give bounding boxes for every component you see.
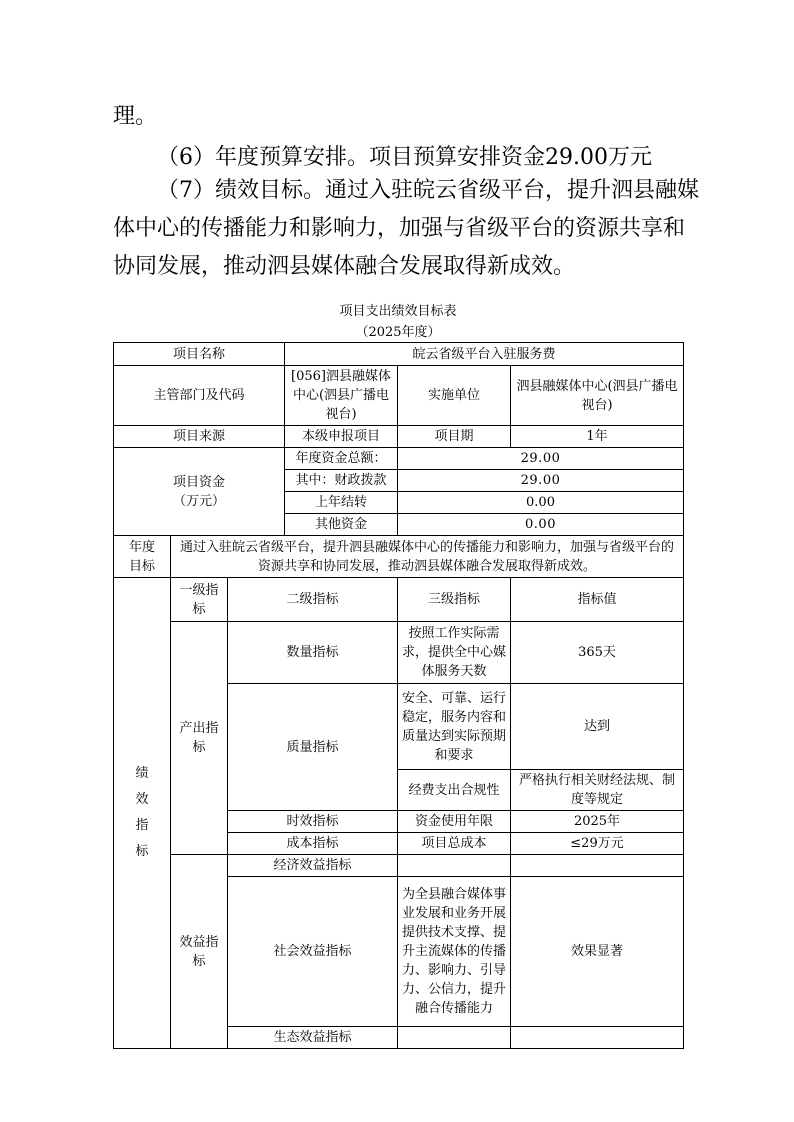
- social-label: 社会效益指标: [228, 877, 398, 1027]
- quantity-l3: 按照工作实际需求，提供全中心媒体服务天数: [398, 622, 511, 684]
- goal-text: 通过入驻皖云省级平台，提升泗县融媒体中心的传播能力和影响力，加强与省级平台的资源共享和协同发展，推动泗县媒体融合发展取得新成效。: [171, 536, 684, 578]
- fund-other-label: 其他资金: [285, 514, 398, 536]
- eco-value: [511, 1027, 684, 1049]
- paragraph-budget: （6）年度预算安排。项目预算安排资金29.00万元: [157, 145, 652, 170]
- performance-table: [113, 342, 684, 1049]
- impl-unit-label: 实施单位: [398, 366, 511, 426]
- goal-label-cell: [114, 536, 171, 578]
- header-level-3: 三级指标: [398, 578, 511, 622]
- table-row: [114, 622, 684, 684]
- table-year: （2025年度）: [355, 325, 441, 340]
- quality-l3a: 安全、可靠、运行稳定，服务内容和质量达到实际预期和要求: [398, 684, 511, 770]
- indicator-char: 标: [135, 844, 149, 859]
- time-l3: 资金使用年限: [398, 811, 511, 833]
- econ-value: [511, 855, 684, 877]
- econ-label: 经济效益指标: [228, 855, 398, 877]
- period-label: 项目期: [398, 426, 511, 448]
- fund-carry-label: 上年结转: [285, 492, 398, 514]
- project-name: 皖云省级平台入驻服务费: [285, 343, 684, 366]
- benefit-label: 效益指标: [171, 855, 228, 1049]
- table-row: [114, 855, 684, 877]
- quality-value-a: 达到: [511, 684, 684, 770]
- impl-unit-value: 泗县融媒体中心(泗县广播电视台): [511, 366, 684, 426]
- table-row: [114, 448, 684, 470]
- fund-total-label: 年度资金总额：: [285, 448, 398, 470]
- period-value: 1年: [511, 426, 684, 448]
- paragraph-continuation: 理。: [113, 104, 158, 129]
- header-value: 指标值: [511, 578, 684, 622]
- cost-l3: 项目总成本: [398, 833, 511, 855]
- source-value: 本级申报项目: [285, 426, 398, 448]
- social-l3: 为全县融合媒体事业发展和业务开展提供技术支撑、提升主流媒体的传播力、影响力、引导力、公信力，提升融合传播能力: [398, 877, 511, 1027]
- table-row: [114, 426, 684, 448]
- fund-carry: 0.00: [398, 492, 684, 514]
- indicator-char: 绩: [135, 766, 149, 781]
- fund-other: 0.00: [398, 514, 684, 536]
- table-row: [114, 366, 684, 426]
- fund-label: 项目资金: [172, 474, 225, 490]
- table-row: [114, 343, 684, 366]
- indicator-label-cell: [114, 578, 171, 1049]
- paragraph-goal: （7）绩效目标。通过入驻皖云省级平台，提升泗县融媒体中心的传播能力和影响力，加强与省级平台的资源共享和协同发展，推动泗县媒体融合发展取得新成效。: [113, 178, 699, 279]
- cost-label: 成本指标: [228, 833, 398, 855]
- quantity-label: 数量指标: [228, 622, 398, 684]
- header-level-2: 二级指标: [228, 578, 398, 622]
- header-level-1: 一级指标: [171, 578, 228, 622]
- indicator-char: 效: [135, 792, 149, 807]
- eco-l3: [398, 1027, 511, 1049]
- social-value: 效果显著: [511, 877, 684, 1027]
- table-title: 项目支出绩效目标表: [339, 304, 457, 319]
- fund-unit: （万元）: [172, 493, 225, 509]
- dept-value: [056]泗县融媒体中心(泗县广播电视台): [285, 366, 398, 426]
- table-row: [114, 578, 684, 622]
- fund-fiscal: 29.00: [398, 470, 684, 492]
- fund-label-cell: [114, 448, 285, 536]
- indicator-char: 指: [135, 818, 149, 833]
- dept-label: 主管部门及代码: [114, 366, 285, 426]
- table-row: [114, 536, 684, 578]
- time-value: 2025年: [511, 811, 684, 833]
- quantity-value: 365天: [511, 622, 684, 684]
- quality-value-b: 严格执行相关财经法规、制度等规定: [511, 770, 684, 811]
- quality-label: 质量指标: [228, 684, 398, 811]
- eco-label: 生态效益指标: [228, 1027, 398, 1049]
- fund-fiscal-label: 其中：财政拨款: [285, 470, 398, 492]
- quality-l3b: 经费支出合规性: [398, 770, 511, 811]
- source-label: 项目来源: [114, 426, 285, 448]
- project-name-label: 项目名称: [114, 343, 285, 366]
- goal-label-2: 目标: [128, 558, 155, 574]
- fund-total: 29.00: [398, 448, 684, 470]
- time-label: 时效指标: [228, 811, 398, 833]
- output-label: 产出指标: [171, 622, 228, 855]
- econ-l3: [398, 855, 511, 877]
- goal-label-1: 年度: [128, 539, 155, 555]
- cost-value: ≤29万元: [511, 833, 684, 855]
